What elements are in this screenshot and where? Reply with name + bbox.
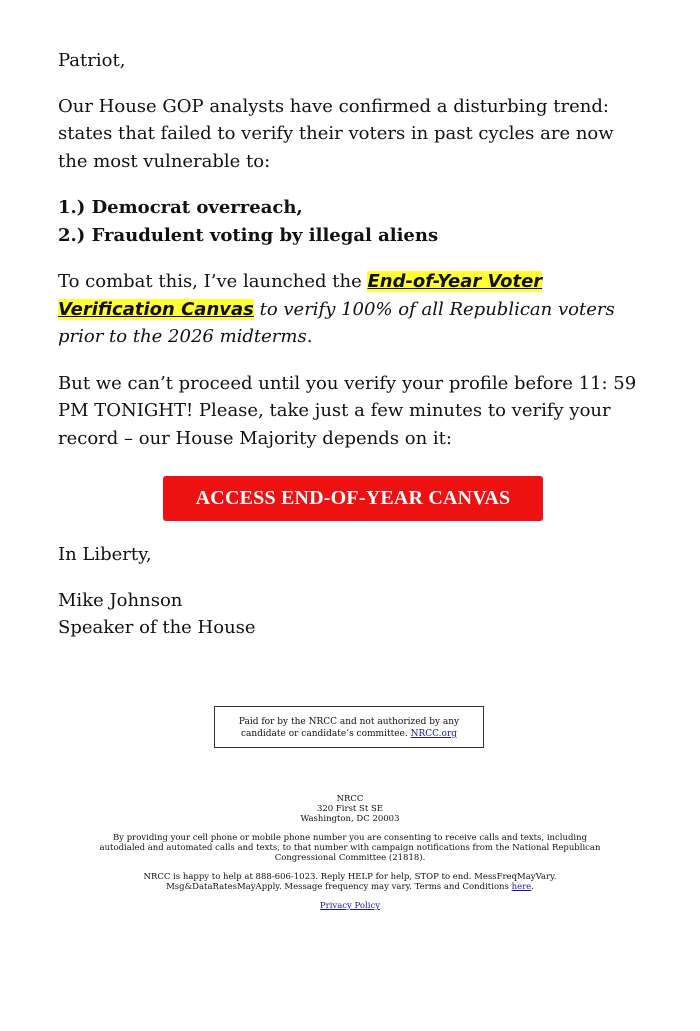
closing: In Liberty, bbox=[58, 544, 152, 565]
privacy-policy-link[interactable]: Privacy Policy bbox=[319, 901, 381, 911]
threat-list bbox=[58, 194, 648, 249]
combat-text-after: to verify 100% of all Republican voters prior to the 2026 midterms. bbox=[58, 298, 615, 347]
combat-text-before: To combat this, I’ve launched the bbox=[58, 271, 368, 292]
footer-privacy bbox=[90, 901, 610, 911]
footer-address bbox=[90, 794, 610, 824]
signer-title: Speaker of the House bbox=[58, 617, 256, 638]
access-canvas-button[interactable]: ACCESS END-OF-YEAR CANVAS bbox=[163, 476, 543, 521]
intro-paragraph: Our House GOP analysts have confirmed a disturbing trend: states that failed to verify their voters in past cycles are now the most vulnerable to: bbox=[58, 95, 614, 172]
footer-org: NRCC bbox=[336, 794, 364, 804]
signer-name: Mike Johnson bbox=[58, 589, 183, 611]
urgency-paragraph: But we can’t proceed until you verify your profile before 11: 59 PM TONIGHT! Please, take just a few minutes to verify your record – our House Majority depends on it: bbox=[58, 372, 637, 449]
footer-address-line1: 320 First St SE bbox=[316, 804, 384, 814]
combat-paragraph bbox=[58, 268, 648, 351]
list-item: 1.) Democrat overreach, bbox=[58, 197, 303, 218]
footer-help: NRCC is happy to help at 888-606-1023. Reply HELP for help, STOP to end. MessFreqMayVary. Msg&DataRatesMayApply. Message frequency may vary. Terms and Conditions here. bbox=[143, 872, 557, 892]
cta-container bbox=[58, 476, 648, 521]
disclaimer-text: Paid for by the NRCC and not authorized by any candidate or candidate’s committee. bbox=[238, 717, 460, 739]
footer bbox=[90, 794, 610, 920]
letter-body bbox=[58, 47, 648, 642]
nrcc-link[interactable]: NRCC.org bbox=[410, 729, 458, 739]
canvas-link[interactable]: End-of-Year Voter Verification Canvas bbox=[58, 271, 543, 320]
greeting: Patriot, bbox=[58, 50, 126, 71]
footer-address-line2: Washington, DC 20003 bbox=[300, 814, 400, 824]
paid-for-disclaimer bbox=[214, 706, 484, 748]
list-item: 2.) Fraudulent voting by illegal aliens bbox=[58, 224, 439, 246]
footer-consent: By providing your cell phone or mobile phone number you are consenting to receive calls and texts, including autodialed and automated calls and texts, to that number with campaign notifications from the National Republican Congressional Committee (21818). bbox=[99, 833, 601, 863]
terms-link[interactable]: here bbox=[511, 882, 532, 892]
footer-help-text: NRCC is happy to help at 888-606-1023. Reply HELP for help, STOP to end. MessFreqMayVary. Msg&DataRatesMayApply. Message frequency may vary. Terms and Conditions bbox=[143, 872, 557, 892]
